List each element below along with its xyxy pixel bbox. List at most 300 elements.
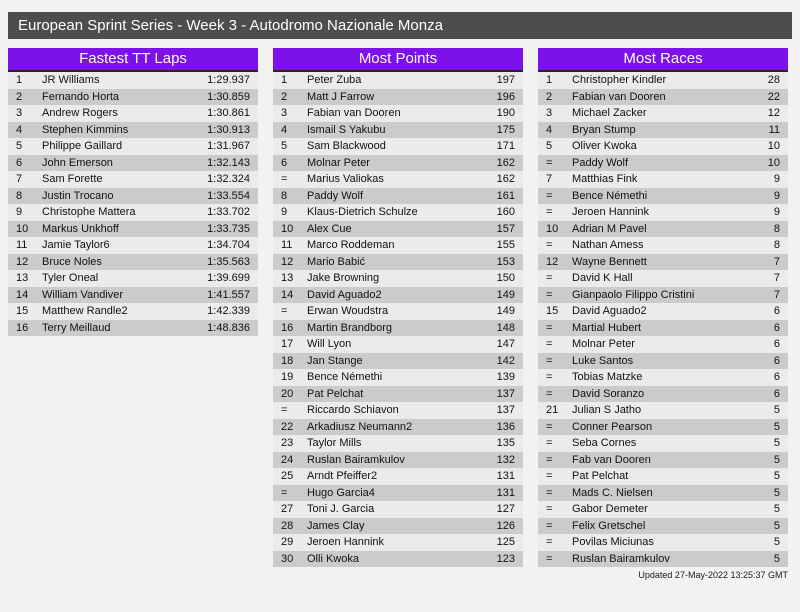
name-cell: Luke Santos <box>572 354 634 367</box>
table-row <box>8 303 258 320</box>
value-cell: 1:39.699 <box>207 272 250 284</box>
board-rows <box>8 72 258 336</box>
rank-cell: 15 <box>546 305 559 317</box>
table-row <box>538 270 788 287</box>
rank-cell: = <box>546 437 553 449</box>
name-cell: Povilas Miciunas <box>572 536 654 548</box>
rank-cell: = <box>546 453 553 466</box>
value-cell: 11 <box>768 123 780 136</box>
rank-cell: 14 <box>281 288 294 301</box>
rank-cell: = <box>546 321 553 334</box>
value-cell: 147 <box>496 338 515 350</box>
value-cell: 190 <box>496 107 515 119</box>
table-row <box>538 518 788 535</box>
name-cell: Gianpaolo Filippo Cristini <box>572 288 695 301</box>
name-cell: Matt J Farrow <box>307 90 375 103</box>
rank-cell: 23 <box>281 437 294 449</box>
name-cell: Seba Cornes <box>572 437 637 449</box>
value-cell: 12 <box>767 107 780 119</box>
value-cell: 1:41.557 <box>207 288 250 301</box>
name-cell: Pat Pelchat <box>307 387 364 400</box>
value-cell: 5 <box>773 519 780 532</box>
value-cell: 136 <box>496 420 515 433</box>
value-cell: 123 <box>496 552 515 565</box>
value-cell: 5 <box>773 437 780 449</box>
name-cell: Hugo Garcia4 <box>307 486 375 499</box>
name-cell: Molnar Peter <box>572 338 635 350</box>
value-cell: 125 <box>496 536 515 548</box>
rank-cell: 17 <box>281 338 294 350</box>
value-cell: 132 <box>496 453 515 466</box>
value-cell: 137 <box>496 387 515 400</box>
rank-cell: = <box>546 536 553 548</box>
rank-cell: = <box>546 189 553 202</box>
table-row <box>273 534 523 551</box>
board-title-most-points: Most Points <box>273 48 523 72</box>
value-cell: 135 <box>496 437 515 449</box>
value-cell: 131 <box>496 470 515 482</box>
rank-cell: 11 <box>16 239 28 251</box>
table-row <box>273 419 523 436</box>
name-cell: Wayne Bennett <box>572 255 647 268</box>
rank-cell: 9 <box>16 206 23 218</box>
rank-cell: 2 <box>281 90 288 103</box>
rank-cell: 5 <box>16 140 23 152</box>
rank-cell: 4 <box>281 123 288 136</box>
name-cell: Peter Zuba <box>307 74 362 86</box>
table-row <box>538 171 788 188</box>
rank-cell: 12 <box>16 255 29 268</box>
rank-cell: 10 <box>546 222 559 235</box>
board-title-most-races: Most Races <box>538 48 788 72</box>
table-row <box>8 287 258 304</box>
board-title-fastest-tt-laps: Fastest TT Laps <box>8 48 258 72</box>
value-cell: 162 <box>496 173 515 185</box>
table-row <box>538 237 788 254</box>
name-cell: Erwan Woudstra <box>307 305 389 317</box>
table-row <box>538 89 788 106</box>
table-row <box>273 138 523 155</box>
table-row <box>8 254 258 271</box>
value-cell: 7 <box>773 288 780 301</box>
value-cell: 149 <box>496 305 515 317</box>
table-row <box>273 188 523 205</box>
value-cell: 22 <box>767 90 780 103</box>
rank-cell: = <box>281 486 288 499</box>
table-row <box>538 320 788 337</box>
name-cell: Jeroen Hannink <box>307 536 385 548</box>
value-cell: 149 <box>496 288 515 301</box>
rank-cell: 10 <box>281 222 294 235</box>
table-row <box>273 518 523 535</box>
rank-cell: = <box>281 404 288 416</box>
value-cell: 5 <box>773 404 780 416</box>
name-cell: Ismail S Yakubu <box>307 123 386 136</box>
table-row <box>538 336 788 353</box>
value-cell: 5 <box>773 552 780 565</box>
name-cell: Ruslan Bairamkulov <box>572 552 670 565</box>
name-cell: Sam Blackwood <box>307 140 386 152</box>
value-cell: 5 <box>773 486 780 499</box>
value-cell: 157 <box>496 222 515 235</box>
rank-cell: 19 <box>281 371 294 383</box>
value-cell: 9 <box>773 189 780 202</box>
name-cell: David Aguado2 <box>572 305 647 317</box>
table-row <box>273 221 523 238</box>
rank-cell: = <box>546 552 553 565</box>
value-cell: 1:30.859 <box>207 90 250 103</box>
table-row <box>8 204 258 221</box>
value-cell: 148 <box>496 321 515 334</box>
name-cell: Christopher Kindler <box>572 74 667 86</box>
name-cell: Bence Némethi <box>307 371 383 383</box>
value-cell: 126 <box>496 519 515 532</box>
table-row <box>273 435 523 452</box>
rank-cell: 6 <box>281 156 288 169</box>
value-cell: 6 <box>773 371 780 383</box>
table-row <box>273 386 523 403</box>
table-row <box>273 89 523 106</box>
name-cell: Felix Gretschel <box>572 519 646 532</box>
name-cell: Ruslan Bairamkulov <box>307 453 405 466</box>
table-row <box>8 320 258 337</box>
value-cell: 1:48.836 <box>207 321 250 334</box>
table-row <box>538 138 788 155</box>
rank-cell: = <box>546 156 553 169</box>
name-cell: Gabor Demeter <box>572 503 648 515</box>
table-row <box>538 221 788 238</box>
name-cell: Adrian M Pavel <box>572 222 647 235</box>
table-row <box>538 452 788 469</box>
table-row <box>538 485 788 502</box>
rank-cell: 16 <box>16 321 29 334</box>
table-row <box>538 122 788 139</box>
value-cell: 6 <box>773 305 780 317</box>
name-cell: William Vandiver <box>42 288 124 301</box>
table-row <box>273 287 523 304</box>
value-cell: 7 <box>773 272 780 284</box>
name-cell: Fabian van Dooren <box>307 107 401 119</box>
name-cell: Martial Hubert <box>572 321 642 334</box>
name-cell: Terry Meillaud <box>42 321 111 334</box>
value-cell: 6 <box>773 354 780 367</box>
name-cell: Bruce Noles <box>42 255 102 268</box>
table-row <box>8 138 258 155</box>
value-cell: 1:29.937 <box>207 74 250 86</box>
name-cell: Michael Zacker <box>572 107 647 119</box>
rank-cell: 21 <box>546 404 559 416</box>
name-cell: Christophe Mattera <box>42 206 136 218</box>
value-cell: 161 <box>496 189 515 202</box>
table-row <box>273 270 523 287</box>
name-cell: Arndt Pfeiffer2 <box>307 470 378 482</box>
value-cell: 1:31.967 <box>207 140 250 152</box>
table-row <box>538 287 788 304</box>
rank-cell: 3 <box>281 107 288 119</box>
table-row <box>538 188 788 205</box>
rank-cell: 24 <box>281 453 294 466</box>
table-row <box>273 551 523 568</box>
name-cell: Molnar Peter <box>307 156 370 169</box>
table-row <box>538 72 788 89</box>
value-cell: 175 <box>496 123 515 136</box>
name-cell: Marco Roddeman <box>307 239 395 251</box>
table-row <box>538 369 788 386</box>
value-cell: 1:32.324 <box>207 173 250 185</box>
value-cell: 171 <box>496 140 515 152</box>
table-row <box>8 122 258 139</box>
table-row <box>538 501 788 518</box>
rank-cell: 2 <box>546 90 553 103</box>
name-cell: Jeroen Hannink <box>572 206 650 218</box>
value-cell: 8 <box>773 239 780 251</box>
board-most-races <box>538 48 788 567</box>
name-cell: Marius Valiokas <box>307 173 384 185</box>
value-cell: 127 <box>496 503 515 515</box>
name-cell: Paddy Wolf <box>307 189 364 202</box>
value-cell: 131 <box>496 486 515 499</box>
rank-cell: = <box>546 338 553 350</box>
value-cell: 7 <box>773 255 780 268</box>
name-cell: Conner Pearson <box>572 420 653 433</box>
table-row <box>538 254 788 271</box>
rank-cell: = <box>546 206 553 218</box>
name-cell: Toni J. Garcia <box>307 503 375 515</box>
name-cell: Oliver Kwoka <box>572 140 637 152</box>
value-cell: 155 <box>496 239 515 251</box>
name-cell: Riccardo Schiavon <box>307 404 399 416</box>
table-row <box>538 435 788 452</box>
table-row <box>273 452 523 469</box>
table-row <box>538 534 788 551</box>
value-cell: 5 <box>773 470 780 482</box>
rank-cell: 20 <box>281 387 294 400</box>
name-cell: Justin Trocano <box>42 189 114 202</box>
value-cell: 6 <box>773 387 780 400</box>
value-cell: 139 <box>496 371 515 383</box>
name-cell: Markus Unkhoff <box>42 222 119 235</box>
name-cell: Klaus-Dietrich Schulze <box>307 206 418 218</box>
rank-cell: = <box>546 288 553 301</box>
rank-cell: 27 <box>281 503 294 515</box>
name-cell: Taylor Mills <box>307 437 362 449</box>
rank-cell: 2 <box>16 90 23 103</box>
rank-cell: 7 <box>546 173 553 185</box>
value-cell: 28 <box>767 74 780 86</box>
name-cell: Stephen Kimmins <box>42 123 129 136</box>
name-cell: John Emerson <box>42 156 113 169</box>
table-row <box>273 468 523 485</box>
table-row <box>273 485 523 502</box>
rank-cell: 7 <box>16 173 23 185</box>
rank-cell: = <box>281 305 288 317</box>
rank-cell: = <box>546 387 553 400</box>
table-row <box>538 551 788 568</box>
table-row <box>8 270 258 287</box>
table-row <box>8 105 258 122</box>
leaderboards-container <box>8 48 800 567</box>
rank-cell: 9 <box>281 206 288 218</box>
value-cell: 10 <box>767 140 780 152</box>
name-cell: Julian S Jatho <box>572 404 642 416</box>
name-cell: Matthew Randle2 <box>42 305 128 317</box>
rank-cell: = <box>546 503 553 515</box>
rank-cell: = <box>546 371 553 383</box>
table-row <box>538 105 788 122</box>
value-cell: 9 <box>773 206 780 218</box>
name-cell: David Aguado2 <box>307 288 382 301</box>
value-cell: 1:33.554 <box>207 189 250 202</box>
rank-cell: 10 <box>16 222 29 235</box>
rank-cell: 30 <box>281 552 294 565</box>
rank-cell: = <box>546 420 553 433</box>
table-row <box>273 122 523 139</box>
rank-cell: 14 <box>16 288 29 301</box>
table-row <box>273 204 523 221</box>
value-cell: 1:33.702 <box>207 206 250 218</box>
board-most-points <box>273 48 523 567</box>
table-row <box>538 468 788 485</box>
table-row <box>538 155 788 172</box>
value-cell: 1:42.339 <box>207 305 250 317</box>
rank-cell: = <box>546 519 553 532</box>
rank-cell: 8 <box>16 189 23 202</box>
table-row <box>8 237 258 254</box>
name-cell: David K Hall <box>572 272 633 284</box>
value-cell: 150 <box>496 272 515 284</box>
table-row <box>273 501 523 518</box>
table-row <box>538 353 788 370</box>
rank-cell: = <box>546 354 553 367</box>
rank-cell: 4 <box>546 123 553 136</box>
table-row <box>273 72 523 89</box>
rank-cell: 5 <box>281 140 288 152</box>
name-cell: Tyler Oneal <box>42 272 99 284</box>
name-cell: Jamie Taylor6 <box>42 239 110 251</box>
name-cell: Nathan Amess <box>572 239 644 251</box>
table-row <box>273 237 523 254</box>
table-row <box>538 402 788 419</box>
value-cell: 153 <box>496 255 515 268</box>
table-row <box>538 386 788 403</box>
table-row <box>8 89 258 106</box>
board-fastest-tt-laps <box>8 48 258 336</box>
rank-cell: 25 <box>281 470 294 482</box>
table-row <box>273 402 523 419</box>
table-row <box>8 155 258 172</box>
title-bar <box>8 12 792 39</box>
name-cell: Paddy Wolf <box>572 156 629 169</box>
value-cell: 5 <box>773 536 780 548</box>
table-row <box>273 336 523 353</box>
rank-cell: 8 <box>281 189 288 202</box>
value-cell: 5 <box>773 453 780 466</box>
table-row <box>8 171 258 188</box>
rank-cell: 1 <box>16 74 23 86</box>
rank-cell: 5 <box>546 140 553 152</box>
rank-cell: 29 <box>281 536 294 548</box>
name-cell: James Clay <box>307 519 365 532</box>
rank-cell: 1 <box>546 74 553 86</box>
name-cell: Andrew Rogers <box>42 107 118 119</box>
value-cell: 5 <box>773 420 780 433</box>
value-cell: 1:34.704 <box>207 239 250 251</box>
table-row <box>538 419 788 436</box>
value-cell: 6 <box>773 321 780 334</box>
rank-cell: 4 <box>16 123 23 136</box>
board-rows <box>538 72 788 567</box>
value-cell: 142 <box>496 354 515 367</box>
name-cell: Olli Kwoka <box>307 552 359 565</box>
name-cell: Alex Cue <box>307 222 352 235</box>
name-cell: Mario Babić <box>307 255 366 268</box>
table-row <box>273 105 523 122</box>
name-cell: Mads C. Nielsen <box>572 486 653 499</box>
table-row <box>538 204 788 221</box>
value-cell: 137 <box>496 404 515 416</box>
rank-cell: 28 <box>281 519 294 532</box>
name-cell: Martin Brandborg <box>307 321 392 334</box>
value-cell: 1:35.563 <box>207 255 250 268</box>
name-cell: Pat Pelchat <box>572 470 629 482</box>
value-cell: 162 <box>496 156 515 169</box>
table-row <box>273 171 523 188</box>
name-cell: Fabian van Dooren <box>572 90 666 103</box>
name-cell: Matthias Fink <box>572 173 638 185</box>
value-cell: 5 <box>773 503 780 515</box>
value-cell: 197 <box>496 74 515 86</box>
rank-cell: 6 <box>16 156 23 169</box>
rank-cell: 13 <box>281 272 294 284</box>
value-cell: 196 <box>496 90 515 103</box>
name-cell: Jake Browning <box>307 272 380 284</box>
rank-cell: 11 <box>281 239 293 251</box>
rank-cell: = <box>546 470 553 482</box>
value-cell: 1:30.913 <box>207 123 250 136</box>
table-row <box>273 369 523 386</box>
rank-cell: 1 <box>281 74 288 86</box>
name-cell: Fernando Horta <box>42 90 120 103</box>
value-cell: 9 <box>773 173 780 185</box>
name-cell: Arkadiusz Neumann2 <box>307 420 413 433</box>
rank-cell: = <box>546 486 553 499</box>
name-cell: Tobias Matzke <box>572 371 643 383</box>
rank-cell: 12 <box>546 255 559 268</box>
table-row <box>273 353 523 370</box>
value-cell: 6 <box>773 338 780 350</box>
rank-cell: = <box>546 272 553 284</box>
rank-cell: 12 <box>281 255 294 268</box>
rank-cell: 15 <box>16 305 29 317</box>
table-row <box>538 303 788 320</box>
table-row <box>8 188 258 205</box>
name-cell: Philippe Gaillard <box>42 140 123 152</box>
table-row <box>273 303 523 320</box>
table-row <box>273 155 523 172</box>
rank-cell: 22 <box>281 420 294 433</box>
page-title: European Sprint Series - Week 3 - Autodromo Nazionale Monza <box>18 17 443 34</box>
table-row <box>273 254 523 271</box>
rank-cell: 16 <box>281 321 294 334</box>
rank-cell: 18 <box>281 354 294 367</box>
value-cell: 1:33.735 <box>207 222 250 235</box>
name-cell: Jan Stange <box>307 354 363 367</box>
name-cell: Sam Forette <box>42 173 103 185</box>
value-cell: 10 <box>767 156 780 169</box>
table-row <box>273 320 523 337</box>
name-cell: Will Lyon <box>307 338 352 350</box>
rank-cell: 3 <box>546 107 553 119</box>
